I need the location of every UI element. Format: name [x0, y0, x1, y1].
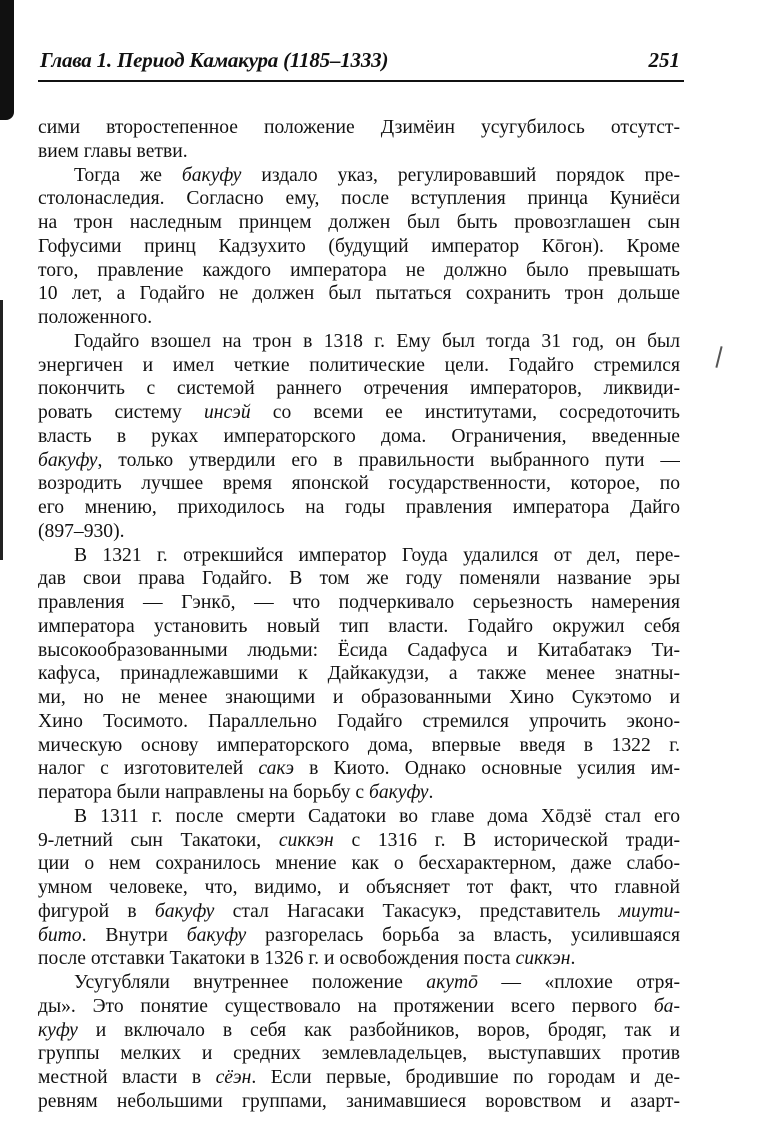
text-line: [38, 116, 680, 140]
text-line: [38, 805, 680, 829]
text-segment: возродить лучшее время японской государственности, которое, по: [38, 473, 680, 495]
italic-term: сиккэн: [515, 948, 571, 970]
text-line: [38, 615, 680, 639]
text-segment: с 1316 г. В исторической тради-: [333, 829, 680, 851]
text-segment: его мнению, приходилось на годы правления императора Дайго: [38, 497, 680, 518]
text-segment: В 1311 г. после смерти Садатоки во главе дома Хōдзё стал его: [74, 805, 680, 827]
text-line: [38, 900, 680, 924]
text-segment: группы мелких и средних землевладельцев, выступавших против: [38, 1043, 680, 1065]
text-segment: в Киото. Однако основные усилия им-: [293, 758, 680, 780]
text-segment: фигурой в: [38, 900, 155, 922]
body-text: [38, 116, 680, 1114]
text-line: [38, 924, 680, 948]
text-line: [38, 401, 680, 425]
text-line: [38, 544, 680, 568]
text-line: [38, 852, 680, 876]
text-line: [38, 472, 680, 496]
text-segment: Тогда же: [74, 164, 182, 186]
text-line: [38, 876, 680, 900]
italic-term: миути-: [618, 900, 680, 922]
text-segment: 10 лет, а Годайго не должен был пытаться сохранить трон дольше: [38, 283, 680, 305]
text-line: [38, 330, 680, 354]
scan-edge-line: [0, 300, 3, 560]
text-segment: Хино Тосимото. Параллельно Годайго стремился упрочить эконо-: [38, 710, 680, 732]
italic-term: акутō: [426, 972, 478, 993]
text-segment: того, правление каждого императора не должно было превышать: [38, 259, 680, 281]
text-segment: энергичен и имел четкие политические цели. Годайго стремился: [38, 354, 680, 376]
text-line: [38, 140, 680, 164]
text-line: [38, 1066, 680, 1090]
text-segment: ревням небольшими группами, занимавшиеся воровством и азарт-: [38, 1090, 680, 1112]
text-line: [38, 686, 680, 710]
text-segment: вием главы ветви.: [38, 140, 188, 162]
text-segment: сими второстепенное положение Дзимёин усугубилось отсутст-: [38, 117, 680, 138]
text-line: [38, 1042, 680, 1066]
italic-term: инсэй: [203, 402, 251, 423]
text-line: [38, 425, 680, 449]
text-line: [38, 235, 680, 259]
text-segment: В 1321 г. отрекшийся император Гоуда удалился от дел, пере-: [74, 544, 680, 566]
text-line: [38, 947, 680, 971]
text-line: [38, 1090, 680, 1114]
text-segment: 9-летний сын Такатоки,: [38, 829, 279, 851]
text-line: [38, 259, 680, 283]
text-line: [38, 306, 680, 330]
text-segment: ды». Это понятие существовало на протяжении всего первого: [38, 995, 654, 1017]
italic-term: ба-: [653, 995, 680, 1017]
text-segment: покончить с системой раннего отречения императоров, ликвиди-: [38, 378, 680, 400]
text-segment: Годайго взошел на трон в 1318 г. Ему был тогда 31 год, он был: [74, 330, 680, 352]
italic-term: куфу: [38, 1019, 78, 1041]
text-line: [38, 567, 680, 591]
italic-term: бакуфу: [186, 924, 247, 946]
italic-term: бито: [38, 924, 82, 946]
text-line: [38, 1019, 680, 1043]
text-line: [38, 187, 680, 211]
text-segment: ровать систему: [38, 402, 204, 423]
text-segment: — «плохие отря-: [477, 972, 680, 993]
text-line: [38, 757, 680, 781]
text-line: [38, 591, 680, 615]
text-segment: ми, но не менее знающими и образованными Хино Сукэтомо и: [38, 687, 680, 708]
text-segment: умном человеке, что, видимо, и объясняет тот факт, что главной: [38, 877, 680, 898]
text-segment: разгорелась борьба за власть, усилившаяся: [246, 924, 680, 946]
chapter-title: Глава 1. Период Камакура (1185–1333): [40, 48, 389, 72]
text-line: [38, 829, 680, 853]
text-segment: . Внутри: [81, 924, 187, 946]
italic-term: сиккэн: [278, 829, 334, 851]
italic-term: сакэ: [258, 758, 294, 780]
scan-edge-shadow: [0, 0, 14, 120]
text-line: [38, 354, 680, 378]
text-line: [38, 971, 680, 995]
text-segment: со всеми ее институтами, сосредоточить: [250, 402, 680, 423]
text-segment: (897–930).: [38, 520, 125, 542]
text-segment: столонаследия. Согласно ему, после вступления принца Куниёси: [38, 188, 680, 210]
text-segment: и включало в себя как разбойников, воров, бродяг, так и: [77, 1019, 680, 1041]
running-header: [38, 46, 684, 82]
text-segment: местной власти в: [38, 1067, 216, 1088]
text-segment: высокообразованными людьми: Ёсида Садафуса и Китабатакэ Ти-: [38, 639, 680, 661]
text-line: [38, 520, 680, 544]
text-segment: на трон наследным принцем должен был быть провозглашен сын: [38, 212, 680, 233]
text-line: [38, 662, 680, 686]
italic-term: сёэн: [215, 1067, 252, 1088]
text-segment: ператора были направлены на борьбу с: [38, 782, 369, 803]
text-segment: , только утвердили его в правильности выбранного пути —: [97, 449, 680, 471]
text-line: [38, 781, 680, 805]
scan-mark: [715, 346, 722, 368]
text-line: [38, 496, 680, 520]
text-line: [38, 734, 680, 758]
text-segment: императора установить новый тип власти. Годайго окружил себя: [38, 615, 680, 637]
text-segment: Гофусими принц Кадзухито (будущий император Кōгон). Кроме: [38, 235, 680, 257]
italic-term: бакуфу: [38, 449, 98, 471]
text-line: [38, 282, 680, 306]
italic-term: бакуфу: [368, 782, 429, 803]
text-segment: дав свои права Годайго. В том же году поменяли название эры: [38, 568, 680, 590]
text-segment: власть в руках императорского дома. Ограничения, введенные: [38, 425, 680, 447]
text-segment: .: [428, 782, 434, 803]
text-segment: .: [570, 948, 576, 970]
text-segment: ции о нем сохранилось мнение как о бесхарактерном, даже слабо-: [38, 853, 680, 875]
text-segment: положенного.: [38, 307, 153, 328]
text-line: [38, 710, 680, 734]
italic-term: бакуфу: [181, 164, 242, 186]
italic-term: бакуфу: [154, 900, 215, 922]
text-segment: налог с изготовителей: [38, 758, 259, 780]
text-segment: правления — Гэнкō, — что подчеркивало серьезность намерения: [38, 592, 680, 613]
text-segment: издало указ, регулировавший порядок пре-: [241, 164, 680, 186]
text-line: [38, 639, 680, 663]
text-line: [38, 211, 680, 235]
text-segment: кафуса, принадлежавшими к Дайкакудзи, а также менее знатны-: [38, 663, 680, 685]
text-segment: мическую основу императорского дома, впервые введя в 1322 г.: [38, 734, 680, 756]
page-number: 251: [648, 48, 680, 72]
text-line: [38, 449, 680, 473]
text-segment: стал Нагасаки Такасукэ, представитель: [214, 900, 619, 922]
text-segment: Усугубляли внутреннее положение: [74, 972, 427, 993]
text-line: [38, 995, 680, 1019]
text-line: [38, 377, 680, 401]
text-segment: . Если первые, бродившие по городам и де-: [251, 1067, 680, 1088]
text-segment: после отставки Такатоки в 1326 г. и освобождения поста: [38, 948, 516, 970]
text-line: [38, 164, 680, 188]
